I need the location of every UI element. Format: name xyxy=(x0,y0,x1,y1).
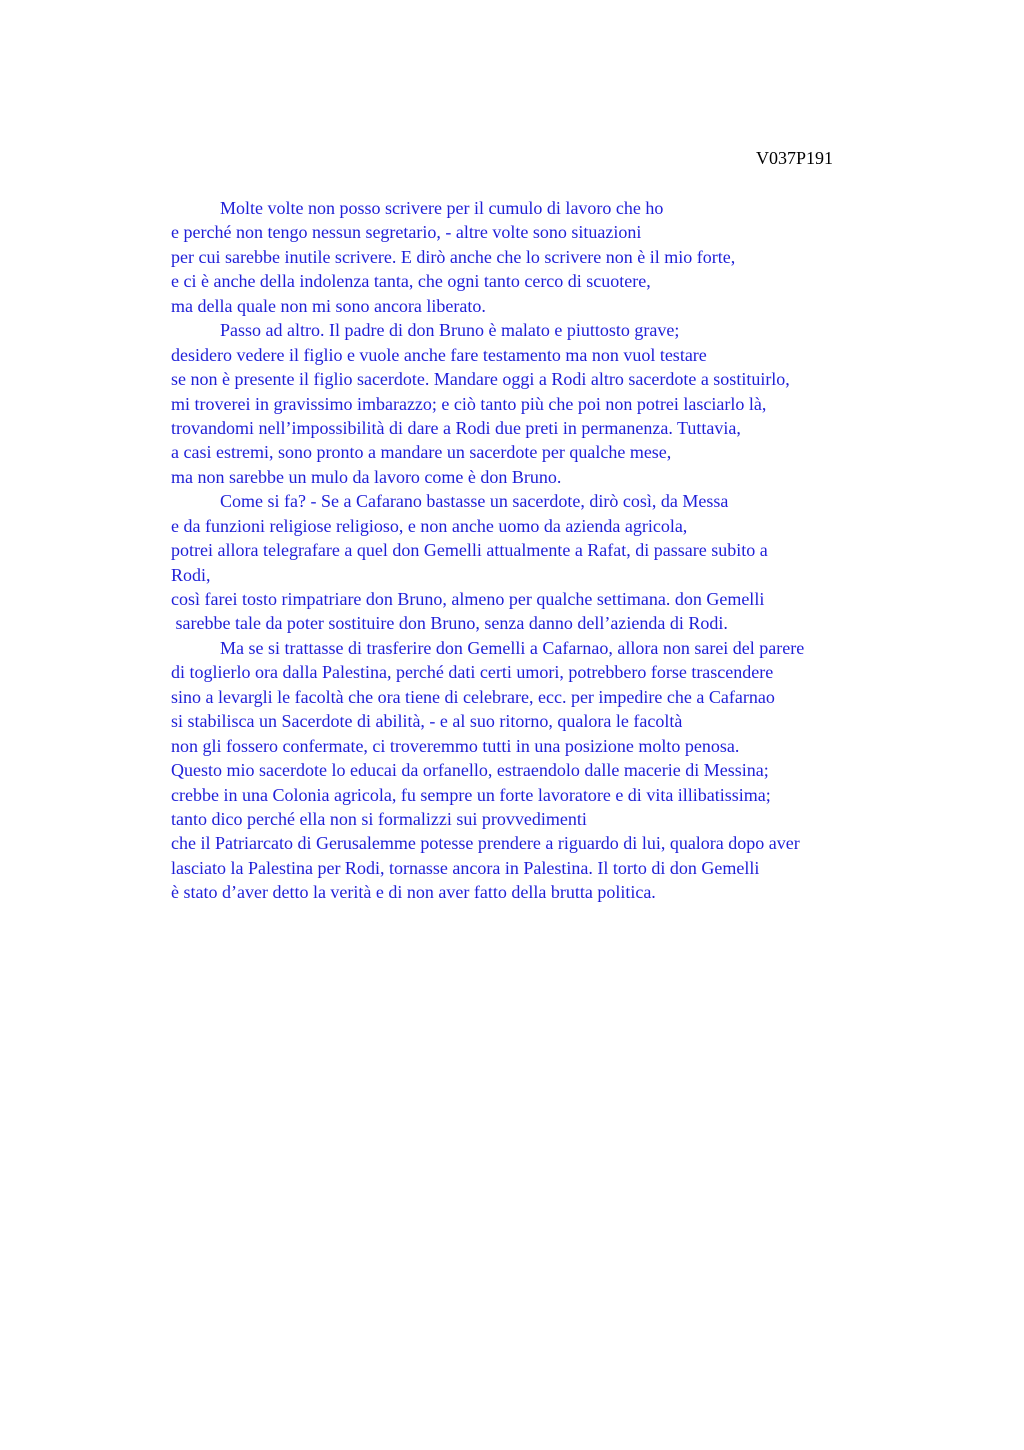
text-line: e da funzioni religiose religioso, e non anche uomo da azienda agricola, xyxy=(171,515,688,536)
text-line: che il Patriarcato di Gerusalemme potesse prendere a riguardo di lui, qualora dopo aver xyxy=(171,833,800,854)
text-line: ma della quale non mi sono ancora liberato. xyxy=(171,295,486,316)
text-line: e perché non tengo nessun segretario, - altre volte sono situazioni xyxy=(171,222,642,243)
text-line: trovandomi nell’impossibilità di dare a Rodi due preti in permanenza. Tuttavia, xyxy=(171,417,741,438)
text-line: se non è presente il figlio sacerdote. Mandare oggi a Rodi altro sacerdote a sostituirlo, xyxy=(171,369,790,390)
letter-body xyxy=(171,196,931,905)
text-line: mi troverei in gravissimo imbarazzo; e ciò tanto più che poi non potrei lasciarlo là, xyxy=(171,393,767,414)
text-line: sarebbe tale da poter sostituire don Bruno, senza danno dell’azienda di Rodi. xyxy=(171,613,728,634)
text-line: non gli fossero confermate, ci troveremmo tutti in una posizione molto penosa. xyxy=(171,735,740,756)
text-line: così farei tosto rimpatriare don Bruno, almeno per qualche settimana. don Gemelli xyxy=(171,589,765,609)
text-line: Come si fa? - Se a Cafarano bastasse un sacerdote, dirò così, da Messa xyxy=(220,491,729,512)
text-line: è stato d’aver detto la verità e di non aver fatto della brutta politica. xyxy=(171,882,656,903)
text-line: Passo ad altro. Il padre di don Bruno è malato e piuttosto grave; xyxy=(220,320,680,341)
text-line: Ma se si trattasse di trasferire don Gemelli a Cafarnao, allora non sarei del parere xyxy=(220,637,805,658)
text-line: desidero vedere il figlio e vuole anche fare testamento ma non vuol testare xyxy=(171,344,707,365)
text-line: di toglierlo ora dalla Palestina, perché dati certi umori, potrebbero forse trascendere xyxy=(171,662,774,683)
text-line: ma non sarebbe un mulo da lavoro come è don Bruno. xyxy=(171,466,562,487)
text-line: crebbe in una Colonia agricola, fu sempre un forte lavoratore e di vita illibatissima; xyxy=(171,784,771,805)
text-line: potrei allora telegrafare a quel don Gemelli attualmente a Rafat, di passare subito a xyxy=(171,540,768,561)
text-line: Questo mio sacerdote lo educai da orfanello, estraendolo dalle macerie di Messina; xyxy=(171,760,769,781)
text-line: si stabilisca un Sacerdote di abilità, - e al suo ritorno, qualora le facoltà xyxy=(171,711,683,732)
text-line: e ci è anche della indolenza tanta, che ogni tanto cerco di scuotere, xyxy=(171,271,651,292)
text-line: lasciato la Palestina per Rodi, tornasse ancora in Palestina. Il torto di don Gemelli xyxy=(171,857,760,878)
text-line: sino a levargli le facoltà che ora tiene di celebrare, ecc. per impedire che a Cafarnao xyxy=(171,686,775,707)
text-line: Molte volte non posso scrivere per il cumulo di lavoro che ho xyxy=(220,198,664,218)
text-line: per cui sarebbe inutile scrivere. E dirò anche che lo scrivere non è il mio forte, xyxy=(171,246,736,267)
text-line: tanto dico perché ella non si formalizzi sui provvedimenti xyxy=(171,808,587,829)
text-line: a casi estremi, sono pronto a mandare un sacerdote per qualche mese, xyxy=(171,442,672,463)
page-id: V037P191 xyxy=(756,148,834,168)
text-line: Rodi, xyxy=(171,564,211,585)
